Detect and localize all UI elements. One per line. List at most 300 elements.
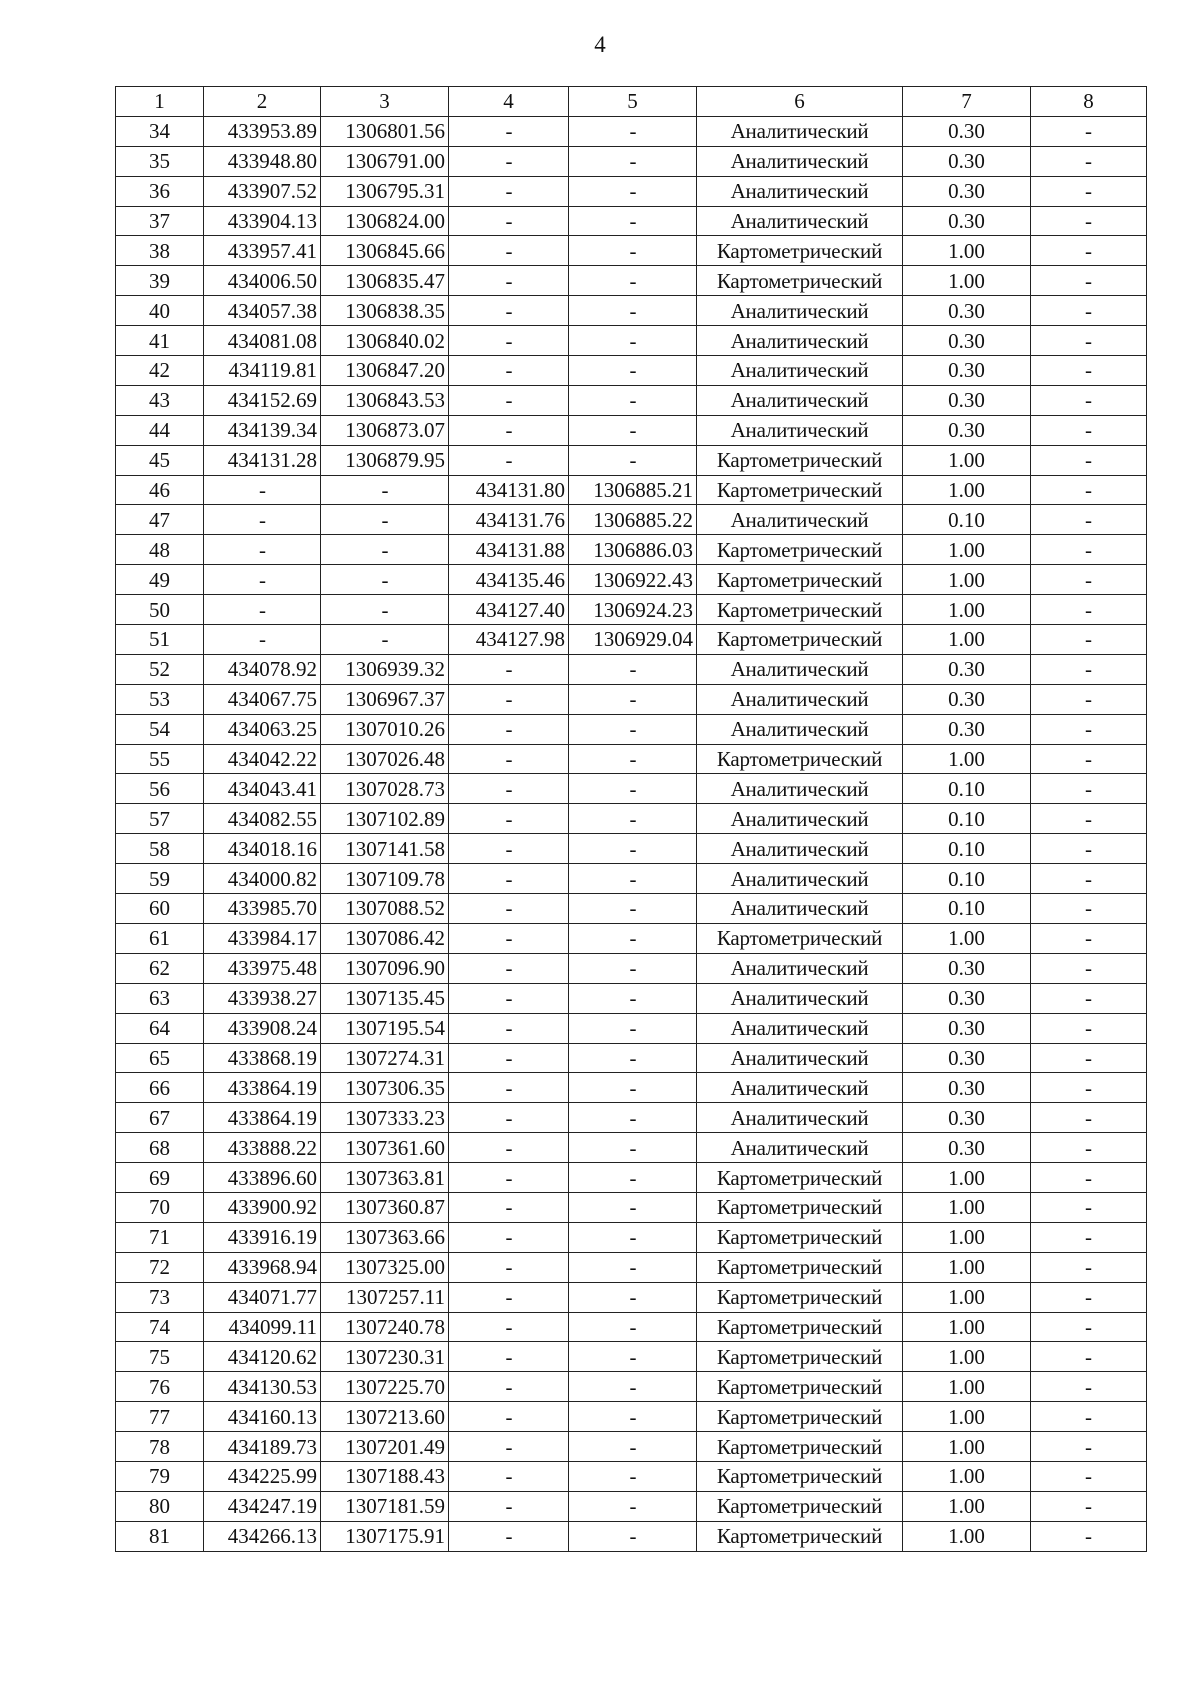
- table-cell: -: [569, 385, 697, 415]
- table-row: [116, 505, 1147, 535]
- table-cell: Картометрический: [697, 1372, 903, 1402]
- table-cell: -: [569, 1372, 697, 1402]
- table-cell: -: [449, 923, 569, 953]
- table-cell: -: [569, 356, 697, 386]
- table-row: [116, 1192, 1147, 1222]
- table-cell: -: [1031, 1432, 1147, 1462]
- table-cell: 434160.13: [204, 1402, 321, 1432]
- table-cell: 1307213.60: [321, 1402, 449, 1432]
- table-cell: 56: [116, 774, 204, 804]
- table-cell: 1306939.32: [321, 654, 449, 684]
- table-row: [116, 684, 1147, 714]
- table-cell: 433868.19: [204, 1043, 321, 1073]
- table-cell: Аналитический: [697, 1103, 903, 1133]
- table-cell: 1306845.66: [321, 236, 449, 266]
- table-cell: 40: [116, 296, 204, 326]
- table-cell: 1306929.04: [569, 625, 697, 655]
- table-cell: Аналитический: [697, 1043, 903, 1073]
- table-cell: -: [569, 1133, 697, 1163]
- table-row: [116, 953, 1147, 983]
- table-cell: -: [569, 146, 697, 176]
- table-cell: -: [1031, 535, 1147, 565]
- table-cell: 0.30: [903, 983, 1031, 1013]
- table-cell: Аналитический: [697, 983, 903, 1013]
- table-cell: 1306967.37: [321, 684, 449, 714]
- table-cell: Картометрический: [697, 475, 903, 505]
- table-cell: -: [449, 804, 569, 834]
- table-cell: 70: [116, 1192, 204, 1222]
- table-cell: 1307363.66: [321, 1222, 449, 1252]
- table-cell: Аналитический: [697, 714, 903, 744]
- table-cell: -: [569, 1402, 697, 1432]
- table-cell: 1.00: [903, 1432, 1031, 1462]
- table-cell: -: [449, 983, 569, 1013]
- table-cell: -: [1031, 625, 1147, 655]
- table-cell: 0.30: [903, 385, 1031, 415]
- table-cell: -: [569, 1073, 697, 1103]
- table-cell: -: [569, 923, 697, 953]
- table-row: [116, 1282, 1147, 1312]
- table-cell: -: [1031, 1461, 1147, 1491]
- table-cell: -: [1031, 505, 1147, 535]
- table-cell: 1307181.59: [321, 1491, 449, 1521]
- table-cell: 1307306.35: [321, 1073, 449, 1103]
- table-cell: 1307188.43: [321, 1461, 449, 1491]
- table-cell: -: [1031, 445, 1147, 475]
- column-header: 1: [116, 87, 204, 117]
- column-header: 5: [569, 87, 697, 117]
- table-cell: -: [449, 266, 569, 296]
- table-cell: Картометрический: [697, 625, 903, 655]
- table-cell: 1307135.45: [321, 983, 449, 1013]
- table-cell: 1306795.31: [321, 176, 449, 206]
- table-row: [116, 1013, 1147, 1043]
- table-cell: Картометрический: [697, 1312, 903, 1342]
- table-cell: 50: [116, 595, 204, 625]
- table-cell: 43: [116, 385, 204, 415]
- table-cell: -: [321, 595, 449, 625]
- table-cell: 34: [116, 116, 204, 146]
- table-cell: Аналитический: [697, 206, 903, 236]
- table-cell: -: [569, 415, 697, 445]
- table-cell: -: [1031, 834, 1147, 864]
- table-row: [116, 1252, 1147, 1282]
- table-cell: -: [449, 1432, 569, 1462]
- table-cell: 1307257.11: [321, 1282, 449, 1312]
- table-row: [116, 1103, 1147, 1133]
- table-cell: Аналитический: [697, 684, 903, 714]
- table-row: [116, 834, 1147, 864]
- table-cell: -: [1031, 385, 1147, 415]
- table-cell: 0.30: [903, 654, 1031, 684]
- column-header: 3: [321, 87, 449, 117]
- table-cell: -: [569, 953, 697, 983]
- table-cell: -: [569, 714, 697, 744]
- table-cell: 1.00: [903, 923, 1031, 953]
- table-row: [116, 625, 1147, 655]
- table-cell: 1307360.87: [321, 1192, 449, 1222]
- table-cell: 0.30: [903, 1133, 1031, 1163]
- table-cell: 1307141.58: [321, 834, 449, 864]
- table-cell: 434057.38: [204, 296, 321, 326]
- table-cell: -: [1031, 1163, 1147, 1193]
- table-cell: 81: [116, 1521, 204, 1551]
- table-cell: 1.00: [903, 445, 1031, 475]
- table-cell: 66: [116, 1073, 204, 1103]
- table-cell: 0.30: [903, 684, 1031, 714]
- table-cell: -: [321, 475, 449, 505]
- table-cell: 0.30: [903, 326, 1031, 356]
- page-number: 4: [594, 32, 606, 57]
- table-cell: 60: [116, 894, 204, 924]
- table-cell: 45: [116, 445, 204, 475]
- table-cell: -: [449, 1461, 569, 1491]
- table-row: [116, 1163, 1147, 1193]
- column-header: 4: [449, 87, 569, 117]
- table-cell: -: [569, 206, 697, 236]
- table-cell: -: [1031, 1312, 1147, 1342]
- table-cell: 1307225.70: [321, 1372, 449, 1402]
- table-cell: 35: [116, 146, 204, 176]
- table-cell: -: [449, 1192, 569, 1222]
- table-row: [116, 1133, 1147, 1163]
- table-row: [116, 714, 1147, 744]
- table-cell: 1.00: [903, 1521, 1031, 1551]
- table-cell: -: [1031, 1073, 1147, 1103]
- table-cell: 1306824.00: [321, 206, 449, 236]
- table-cell: 1306835.47: [321, 266, 449, 296]
- table-cell: -: [1031, 1133, 1147, 1163]
- table-cell: 74: [116, 1312, 204, 1342]
- table-cell: Аналитический: [697, 326, 903, 356]
- table-cell: 1306801.56: [321, 116, 449, 146]
- table-cell: -: [449, 774, 569, 804]
- table-cell: -: [321, 505, 449, 535]
- table-cell: Аналитический: [697, 146, 903, 176]
- table-cell: Аналитический: [697, 116, 903, 146]
- column-header: 2: [204, 87, 321, 117]
- table-row: [116, 1073, 1147, 1103]
- table-cell: 48: [116, 535, 204, 565]
- table-cell: -: [1031, 744, 1147, 774]
- table-cell: Аналитический: [697, 1133, 903, 1163]
- table-cell: Картометрический: [697, 1521, 903, 1551]
- table-cell: -: [1031, 983, 1147, 1013]
- table-cell: 434018.16: [204, 834, 321, 864]
- table-cell: 1307086.42: [321, 923, 449, 953]
- table-cell: -: [1031, 326, 1147, 356]
- table-cell: 57: [116, 804, 204, 834]
- table-cell: -: [449, 236, 569, 266]
- table-cell: 433975.48: [204, 953, 321, 983]
- table-cell: -: [569, 266, 697, 296]
- table-cell: 0.30: [903, 206, 1031, 236]
- table-cell: 54: [116, 714, 204, 744]
- table-cell: -: [449, 176, 569, 206]
- table-cell: 433888.22: [204, 1133, 321, 1163]
- table-cell: -: [1031, 1372, 1147, 1402]
- table-cell: -: [449, 206, 569, 236]
- table-cell: -: [1031, 714, 1147, 744]
- table-cell: 434006.50: [204, 266, 321, 296]
- table-cell: 53: [116, 684, 204, 714]
- table-header-row: [116, 87, 1147, 117]
- table-cell: -: [569, 1432, 697, 1462]
- table-cell: 1306843.53: [321, 385, 449, 415]
- table-cell: -: [1031, 953, 1147, 983]
- table-cell: 434247.19: [204, 1491, 321, 1521]
- table-cell: 1.00: [903, 1163, 1031, 1193]
- table-cell: -: [1031, 654, 1147, 684]
- table-cell: 38: [116, 236, 204, 266]
- table-cell: 46: [116, 475, 204, 505]
- table-cell: -: [569, 684, 697, 714]
- table-cell: 434119.81: [204, 356, 321, 386]
- table-cell: Аналитический: [697, 864, 903, 894]
- table-cell: Аналитический: [697, 654, 903, 684]
- table-cell: 434081.08: [204, 326, 321, 356]
- table-cell: 0.10: [903, 804, 1031, 834]
- table-cell: -: [449, 326, 569, 356]
- table-cell: 1.00: [903, 1252, 1031, 1282]
- table-cell: -: [569, 744, 697, 774]
- table-cell: -: [321, 565, 449, 595]
- table-cell: Аналитический: [697, 834, 903, 864]
- table-cell: 434131.80: [449, 475, 569, 505]
- column-header: 7: [903, 87, 1031, 117]
- table-cell: 0.30: [903, 146, 1031, 176]
- table-cell: -: [569, 296, 697, 326]
- table-cell: Картометрический: [697, 744, 903, 774]
- table-cell: -: [1031, 116, 1147, 146]
- table-cell: 0.30: [903, 415, 1031, 445]
- table-cell: -: [1031, 1043, 1147, 1073]
- table-cell: Аналитический: [697, 774, 903, 804]
- table-cell: 1307230.31: [321, 1342, 449, 1372]
- table-cell: -: [569, 1312, 697, 1342]
- table-row: [116, 1222, 1147, 1252]
- table-cell: Аналитический: [697, 804, 903, 834]
- table-cell: Картометрический: [697, 1342, 903, 1372]
- table-cell: 41: [116, 326, 204, 356]
- table-cell: -: [1031, 864, 1147, 894]
- table-cell: 1307010.26: [321, 714, 449, 744]
- table-cell: -: [449, 1491, 569, 1521]
- table-cell: Аналитический: [697, 953, 903, 983]
- table-cell: 434099.11: [204, 1312, 321, 1342]
- table-row: [116, 744, 1147, 774]
- table-cell: 1306886.03: [569, 535, 697, 565]
- table-cell: -: [1031, 415, 1147, 445]
- table-cell: 434152.69: [204, 385, 321, 415]
- table-cell: -: [449, 1372, 569, 1402]
- table-cell: 434266.13: [204, 1521, 321, 1551]
- table-cell: -: [569, 1103, 697, 1133]
- table-row: [116, 296, 1147, 326]
- table-cell: Картометрический: [697, 595, 903, 625]
- table-cell: 1.00: [903, 595, 1031, 625]
- table-cell: Картометрический: [697, 1461, 903, 1491]
- table-cell: -: [449, 356, 569, 386]
- table-cell: -: [449, 1163, 569, 1193]
- table-cell: -: [449, 714, 569, 744]
- table-cell: -: [1031, 684, 1147, 714]
- table-cell: -: [569, 1043, 697, 1073]
- table-cell: -: [204, 505, 321, 535]
- table-row: [116, 206, 1147, 236]
- table-cell: -: [204, 475, 321, 505]
- table-body: [116, 116, 1147, 1551]
- table-cell: Аналитический: [697, 176, 903, 206]
- table-cell: 433864.19: [204, 1073, 321, 1103]
- table-row: [116, 535, 1147, 565]
- table-cell: 433907.52: [204, 176, 321, 206]
- table-cell: Аналитический: [697, 385, 903, 415]
- table-cell: Картометрический: [697, 445, 903, 475]
- table-cell: -: [1031, 923, 1147, 953]
- table-cell: 433908.24: [204, 1013, 321, 1043]
- table-cell: -: [204, 625, 321, 655]
- table-cell: -: [569, 1521, 697, 1551]
- table-cell: -: [569, 1342, 697, 1372]
- table-cell: 0.10: [903, 864, 1031, 894]
- table-cell: 434131.88: [449, 535, 569, 565]
- table-row: [116, 326, 1147, 356]
- table-cell: 1.00: [903, 1312, 1031, 1342]
- table-cell: -: [449, 1282, 569, 1312]
- table-cell: 68: [116, 1133, 204, 1163]
- table-cell: 77: [116, 1402, 204, 1432]
- table-cell: 434127.98: [449, 625, 569, 655]
- table-cell: 434082.55: [204, 804, 321, 834]
- table-cell: Картометрический: [697, 236, 903, 266]
- table-cell: 433953.89: [204, 116, 321, 146]
- table-cell: 1306873.07: [321, 415, 449, 445]
- table-cell: -: [569, 1282, 697, 1312]
- table-cell: 1.00: [903, 236, 1031, 266]
- table-cell: 1306791.00: [321, 146, 449, 176]
- table-row: [116, 236, 1147, 266]
- table-cell: -: [569, 445, 697, 475]
- table-cell: 433968.94: [204, 1252, 321, 1282]
- table-cell: -: [449, 834, 569, 864]
- table-cell: -: [449, 1252, 569, 1282]
- table-cell: 59: [116, 864, 204, 894]
- table-row: [116, 385, 1147, 415]
- table-cell: -: [1031, 236, 1147, 266]
- table-cell: 1307361.60: [321, 1133, 449, 1163]
- table-cell: -: [449, 1402, 569, 1432]
- table-cell: -: [1031, 804, 1147, 834]
- table-row: [116, 1372, 1147, 1402]
- table-cell: 64: [116, 1013, 204, 1043]
- table-cell: -: [1031, 206, 1147, 236]
- table-cell: Аналитический: [697, 356, 903, 386]
- table-cell: 0.30: [903, 714, 1031, 744]
- table-cell: 1306885.21: [569, 475, 697, 505]
- table-cell: -: [569, 1013, 697, 1043]
- table-cell: -: [569, 1163, 697, 1193]
- table-cell: -: [449, 864, 569, 894]
- table-cell: 433864.19: [204, 1103, 321, 1133]
- table-cell: 0.30: [903, 953, 1031, 983]
- table-cell: 0.10: [903, 834, 1031, 864]
- table-cell: 433938.27: [204, 983, 321, 1013]
- table-cell: -: [1031, 774, 1147, 804]
- table-row: [116, 356, 1147, 386]
- table-cell: 433900.92: [204, 1192, 321, 1222]
- table-cell: Аналитический: [697, 1013, 903, 1043]
- table-row: [116, 116, 1147, 146]
- table-cell: 434130.53: [204, 1372, 321, 1402]
- table-cell: 1307026.48: [321, 744, 449, 774]
- table-row: [116, 415, 1147, 445]
- table-cell: Картометрический: [697, 1282, 903, 1312]
- table-cell: 433896.60: [204, 1163, 321, 1193]
- table-row: [116, 475, 1147, 505]
- table-cell: -: [449, 1342, 569, 1372]
- table-cell: 1307175.91: [321, 1521, 449, 1551]
- table-row: [116, 1432, 1147, 1462]
- table-cell: -: [569, 1222, 697, 1252]
- table-cell: 433957.41: [204, 236, 321, 266]
- table-cell: 1.00: [903, 565, 1031, 595]
- table-cell: -: [449, 385, 569, 415]
- table-cell: 434042.22: [204, 744, 321, 774]
- table-cell: 1307195.54: [321, 1013, 449, 1043]
- table-cell: 0.30: [903, 1103, 1031, 1133]
- table-cell: 1307096.90: [321, 953, 449, 983]
- table-row: [116, 1312, 1147, 1342]
- table-cell: 1.00: [903, 535, 1031, 565]
- table-cell: -: [204, 595, 321, 625]
- table-cell: 78: [116, 1432, 204, 1462]
- table-cell: 0.10: [903, 774, 1031, 804]
- table-cell: Аналитический: [697, 296, 903, 326]
- table-row: [116, 864, 1147, 894]
- table-cell: 62: [116, 953, 204, 983]
- table-cell: -: [569, 894, 697, 924]
- table-cell: -: [449, 415, 569, 445]
- table-cell: 44: [116, 415, 204, 445]
- table-cell: 0.30: [903, 296, 1031, 326]
- table-cell: 434067.75: [204, 684, 321, 714]
- table-cell: 49: [116, 565, 204, 595]
- table-cell: 72: [116, 1252, 204, 1282]
- table-cell: -: [569, 1192, 697, 1222]
- table-cell: 51: [116, 625, 204, 655]
- table-cell: 1307363.81: [321, 1163, 449, 1193]
- table-row: [116, 1491, 1147, 1521]
- table-cell: -: [449, 894, 569, 924]
- table-cell: 434131.76: [449, 505, 569, 535]
- table-cell: 67: [116, 1103, 204, 1133]
- table-row: [116, 565, 1147, 595]
- table-cell: 69: [116, 1163, 204, 1193]
- table-cell: 434063.25: [204, 714, 321, 744]
- table-cell: -: [204, 565, 321, 595]
- table-row: [116, 894, 1147, 924]
- table-cell: 1.00: [903, 1372, 1031, 1402]
- table-cell: 434071.77: [204, 1282, 321, 1312]
- table-cell: -: [449, 1521, 569, 1551]
- table-cell: -: [1031, 1192, 1147, 1222]
- table-cell: 1.00: [903, 1491, 1031, 1521]
- table-cell: 80: [116, 1491, 204, 1521]
- table-cell: 1.00: [903, 475, 1031, 505]
- table-cell: -: [1031, 266, 1147, 296]
- table-cell: -: [449, 1073, 569, 1103]
